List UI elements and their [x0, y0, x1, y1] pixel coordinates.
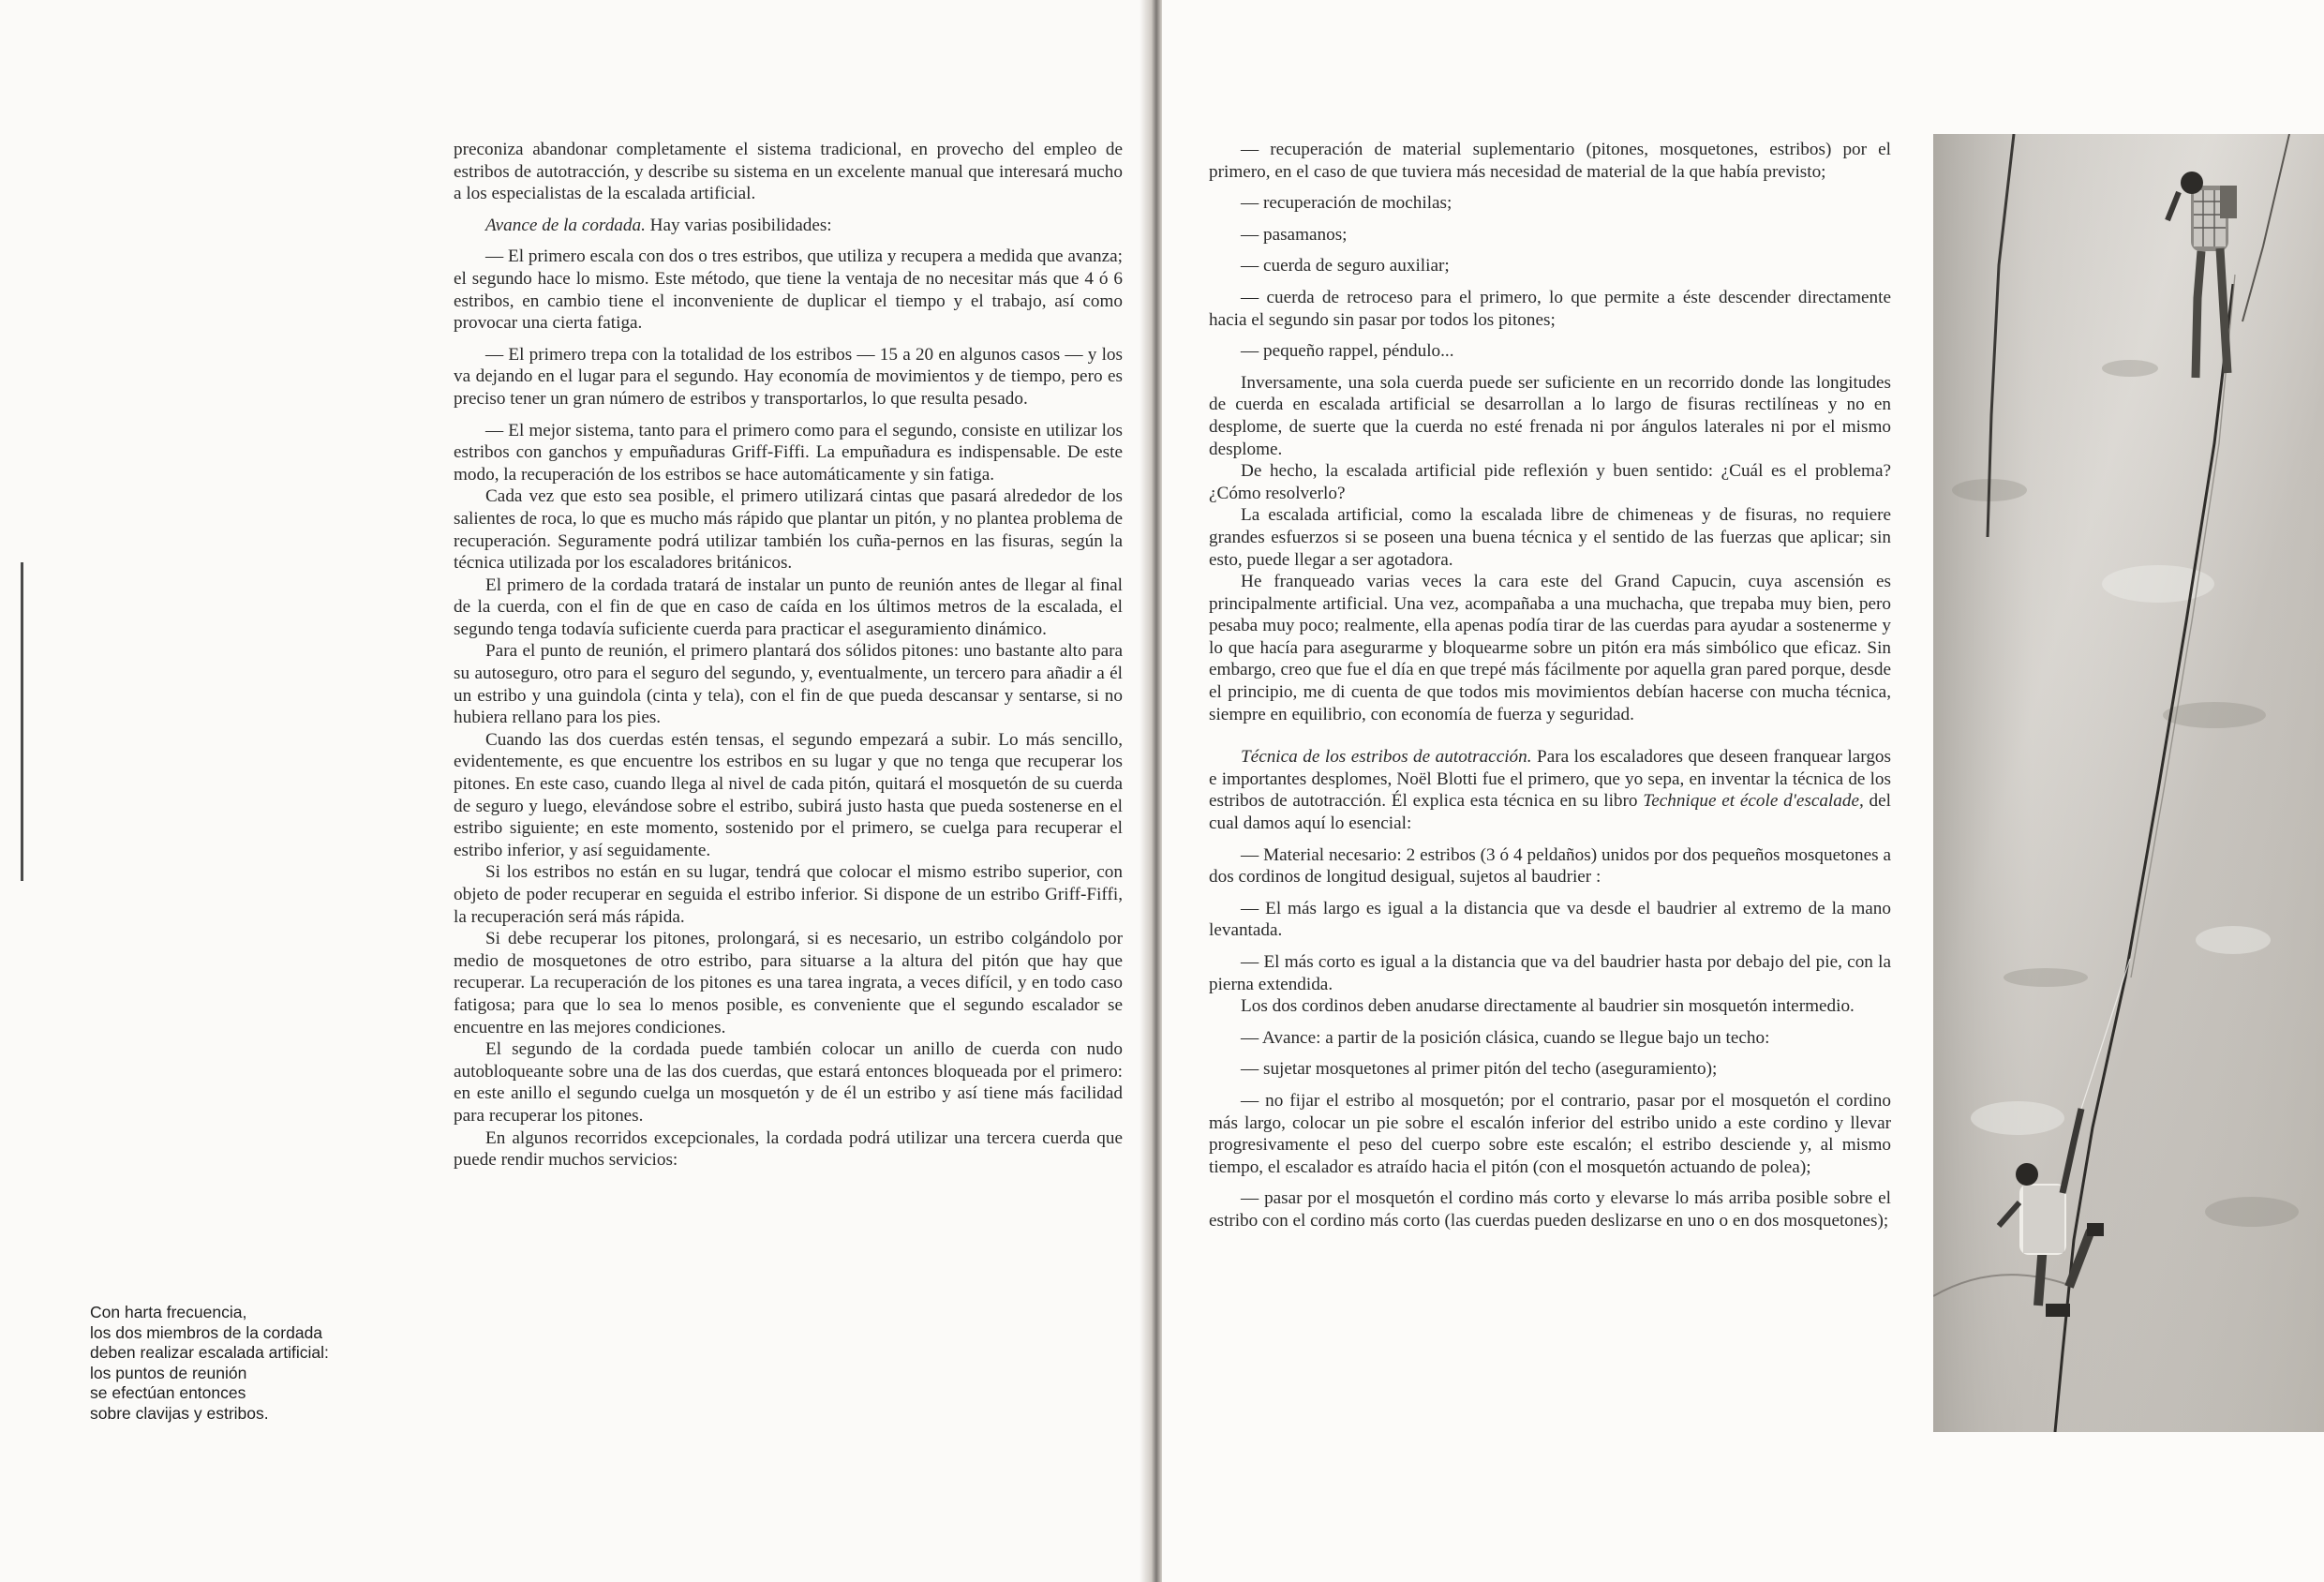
paragraph: — sujetar mosquetones al primer pitón del techo (aseguramiento); — [1241, 1059, 1718, 1080]
paragraph: La escalada artificial, como la escalada libre de chimeneas y de fisuras, no requiere grandes esfuerzos si se poseen una buena técnica y el sentido de las fuerzas que aplicar; sin esto, puede llegar a ser agotadora. — [1209, 505, 1891, 570]
paragraph: Si los estribos no están en su lugar, tendrá que colocar el mismo estribo superior, con objeto de poder recuperar en seguida el estribo inferior. Si dispone de un estribo Griff-Fiffi, la recuperación será más rápida. — [454, 862, 1123, 927]
caption-line: Con harta frecuencia, — [90, 1303, 247, 1321]
paragraph: Para el punto de reunión, el primero plantará dos sólidos pitones: uno bastante alto para su autoseguro, otro para el seguro del segundo, y, eventualmente, un tercero para añadir a él un estribo y una guindola (cinta y tela), con el fin de que pueda descansar y sentarse, si no hubiera rellano para los pies. — [454, 641, 1123, 728]
paragraph: Si debe recuperar los pitones, prolongará, si es necesario, un estribo colgándolo por medio de mosquetones de otro estribo, para situarse a la altura del pitón que hay que recuperar. La recuperación de los pitones es una tarea ingrata, a veces difícil, y en todo caso fatigosa; para que lo sea lo menos posible, es conveniente que el segundo escalador se encuentre en las mejores condiciones. — [454, 929, 1123, 1037]
photo-caption — [90, 1303, 371, 1425]
paragraph: De hecho, la escalada artificial pide reflexión y buen sentido: ¿Cuál es el problema? ¿Cómo resolverlo? — [1209, 461, 1891, 503]
paragraph: — recuperación de mochilas; — [1241, 193, 1452, 214]
caption-line: los dos miembros de la cordada — [90, 1322, 323, 1342]
paragraph: — El más corto es igual a la distancia que va del baudrier hasta por debajo del pie, con la pierna extendida. — [1209, 952, 1891, 994]
section-heading: Técnica de los estribos de autotracción. — [1241, 747, 1532, 768]
paragraph: — cuerda de retroceso para el primero, lo que permite a éste descender directamente hacia el segundo sin pasar por todos los pitones; — [1209, 287, 1891, 330]
book-title: Technique et école d'escalade, — [1643, 791, 1864, 812]
caption-line: sobre clavijas y estribos. — [90, 1403, 269, 1423]
page-edge-mark — [21, 562, 23, 881]
paragraph: — Material necesario: 2 estribos (3 ó 4 peldaños) unidos por dos pequeños mosquetones a dos cordinos de longitud desigual, sujetos al baudrier : — [1209, 844, 1891, 888]
paragraph: Inversamente, una sola cuerda puede ser suficiente en un recorrido donde las longitudes de cuerda en escalada artificial se desarrollan a lo largo de fisuras rectilíneas y no en desplome, de suerte que la cuerda no esté frenada ni por ángulos laterales ni por el mismo desplome. — [1209, 372, 1891, 459]
caption-line: se efectúan entonces — [90, 1383, 246, 1403]
paragraph: — El más largo es igual a la distancia que va desde el baudrier al extremo de la mano levantada. — [1209, 898, 1891, 941]
climbing-photo — [1933, 134, 2324, 1432]
paragraph-text: Para los escaladores que deseen franquear largos e importantes desplomes, Noël Blotti fue el primero, que yo sepa, en inventar la técnica de los estribos de autotracción. Él explica esta técnica en su libro — [1209, 747, 1891, 812]
paragraph: — pasamanos; — [1241, 224, 1348, 245]
paragraph: — pasar por el mosquetón el cordino más corto y elevarse lo más arriba posible sobre el estribo con el cordino más corto (las cuerdas pueden deslizarse en uno o en dos mosquetones); — [1209, 1188, 1891, 1231]
caption-line: los puntos de reunión — [90, 1363, 247, 1382]
paragraph: El segundo de la cordada puede también colocar un anillo de cuerda con nudo autobloqueante sobre una de las dos cuerdas, que estará entonces bloqueada por el primero: en este anillo el segundo cuelga un mosquetón y de él un estribo y así tiene más facilidad para recuperar los pitones. — [454, 1039, 1123, 1126]
paragraph: — pequeño rappel, péndulo... — [1241, 341, 1454, 362]
section-paragraph — [1209, 746, 1891, 834]
paragraph: preconiza abandonar completamente el sistema tradicional, en provecho del empleo de estribos de autotracción, y describe su sistema en un excelente manual que interesará mucho a los especialistas de la escalada artificial. — [454, 140, 1123, 204]
left-page — [0, 0, 1151, 1582]
right-text-column — [1209, 139, 1891, 1232]
paragraph: He franqueado varias veces la cara este del Grand Capucin, cuya ascensión es principalmente artificial. Una vez, acompañaba a una muchacha, que trepaba muy bien, pero pesaba muy poco; realmente, ella apenas podía tirar de las cuerdas para ayudar a sostenerme y lo que hacía para asegurarme y bloquearme sobre un pitón era más simbólico que eficaz. Sin embargo, creo que fue el día en que trepé más fácilmente por aquella gran pared porque, desde el principio, me di cuenta de que todos mis movimientos debían hacerse con mucha técnica, siempre en equilibrio, con economía de fuerza y seguridad. — [1209, 572, 1891, 724]
paragraph-text: Hay varias posibilidades: — [645, 215, 832, 235]
paragraph: — El primero escala con dos o tres estribos, que utiliza y recupera a medida que avanza; el segundo hace lo mismo. Este método, que tiene la ventaja de no necesitar más que 4 ó 6 estribos, en cambio tiene el inconveniente de duplicar el tiempo y el trabajo, así como provocar una cierta fatiga. — [454, 246, 1123, 334]
section-paragraph — [454, 215, 1123, 237]
paragraph: — cuerda de seguro auxiliar; — [1241, 256, 1450, 276]
paragraph: Los dos cordinos deben anudarse directamente al baudrier sin mosquetón intermedio. — [1241, 996, 1855, 1017]
left-text-column — [454, 139, 1123, 1172]
caption-line: deben realizar escalada artificial: — [90, 1343, 329, 1363]
paragraph: — El mejor sistema, tanto para el primero como para el segundo, consiste en utilizar los estribos con ganchos y empuñaduras Griff-Fiffi. La empuñadura es indispensable. De este modo, la recuperación de los estribos se hace automáticamente y sin fatiga. — [454, 420, 1123, 485]
section-heading: Avance de la cordada. — [485, 215, 646, 235]
paragraph: — Avance: a partir de la posición clásica, cuando se llegue bajo un techo: — [1241, 1027, 1770, 1048]
paragraph: Cuando las dos cuerdas estén tensas, el segundo empezará a subir. Lo más sencillo, evidentemente, es que encuentre los estribos en su lugar y que no tenga que recuperar los pitones. En este caso, cuando llega al nivel de cada pitón, quitará el mosquetón de su cuerda de seguro y luego, elevándose sobre el estribo, subirá justo hasta que pueda sostenerse en el estribo siguiente; en este momento, sostenido por el primero, se cuelga para recuperar el estribo inferior, y así seguidamente. — [454, 729, 1123, 860]
paragraph: — no fijar el estribo al mosquetón; por el contrario, pasar por el mosquetón el cordino más largo, colocar un pie sobre el escalón inferior del estribo unido a este cordino y llevar progresivamente el peso del cuerpo sobre este escalón; el estribo desciende y, al mismo tiempo, el escalador es atraído hacia el pitón (con el mosquetón actuando de polea); — [1209, 1090, 1891, 1177]
paragraph: En algunos recorridos excepcionales, la cordada podrá utilizar una tercera cuerda que puede rendir muchos servicios: — [454, 1127, 1123, 1171]
paragraph: Cada vez que esto sea posible, el primero utilizará cintas que pasará alrededor de los salientes de roca, lo que es mucho más rápido que plantar un pitón, y no plantea problema de recuperación. Seguramente podrá utilizar también los cuña-pernos en las fisuras, según la técnica utilizada por los escaladores británicos. — [454, 486, 1123, 574]
paragraph: El primero de la cordada tratará de instalar un punto de reunión antes de llegar al final de la cuerda, con el fin de que en caso de caída en los últimos metros de la escalada, el segundo tenga todavía suficiente cuerda para practicar el aseguramiento dinámico. — [454, 575, 1123, 639]
paragraph-text: del cual damos aquí lo esencial: — [1209, 791, 1891, 834]
paragraph: — recuperación de material suplementario (pitones, mosquetones, estribos) por el primero, en el caso de que tuviera más necesidad de material de la que había previsto; — [1209, 140, 1891, 182]
granite-wall-image — [1933, 134, 2324, 1432]
paragraph: — El primero trepa con la totalidad de los estribos — 15 a 20 en algunos casos — y los va dejando en el lugar para el segundo. Hay economía de movimientos y de tiempo, pero es preciso tener un gran número de estribos y transportarlos, lo que resulta pesado. — [454, 344, 1123, 409]
